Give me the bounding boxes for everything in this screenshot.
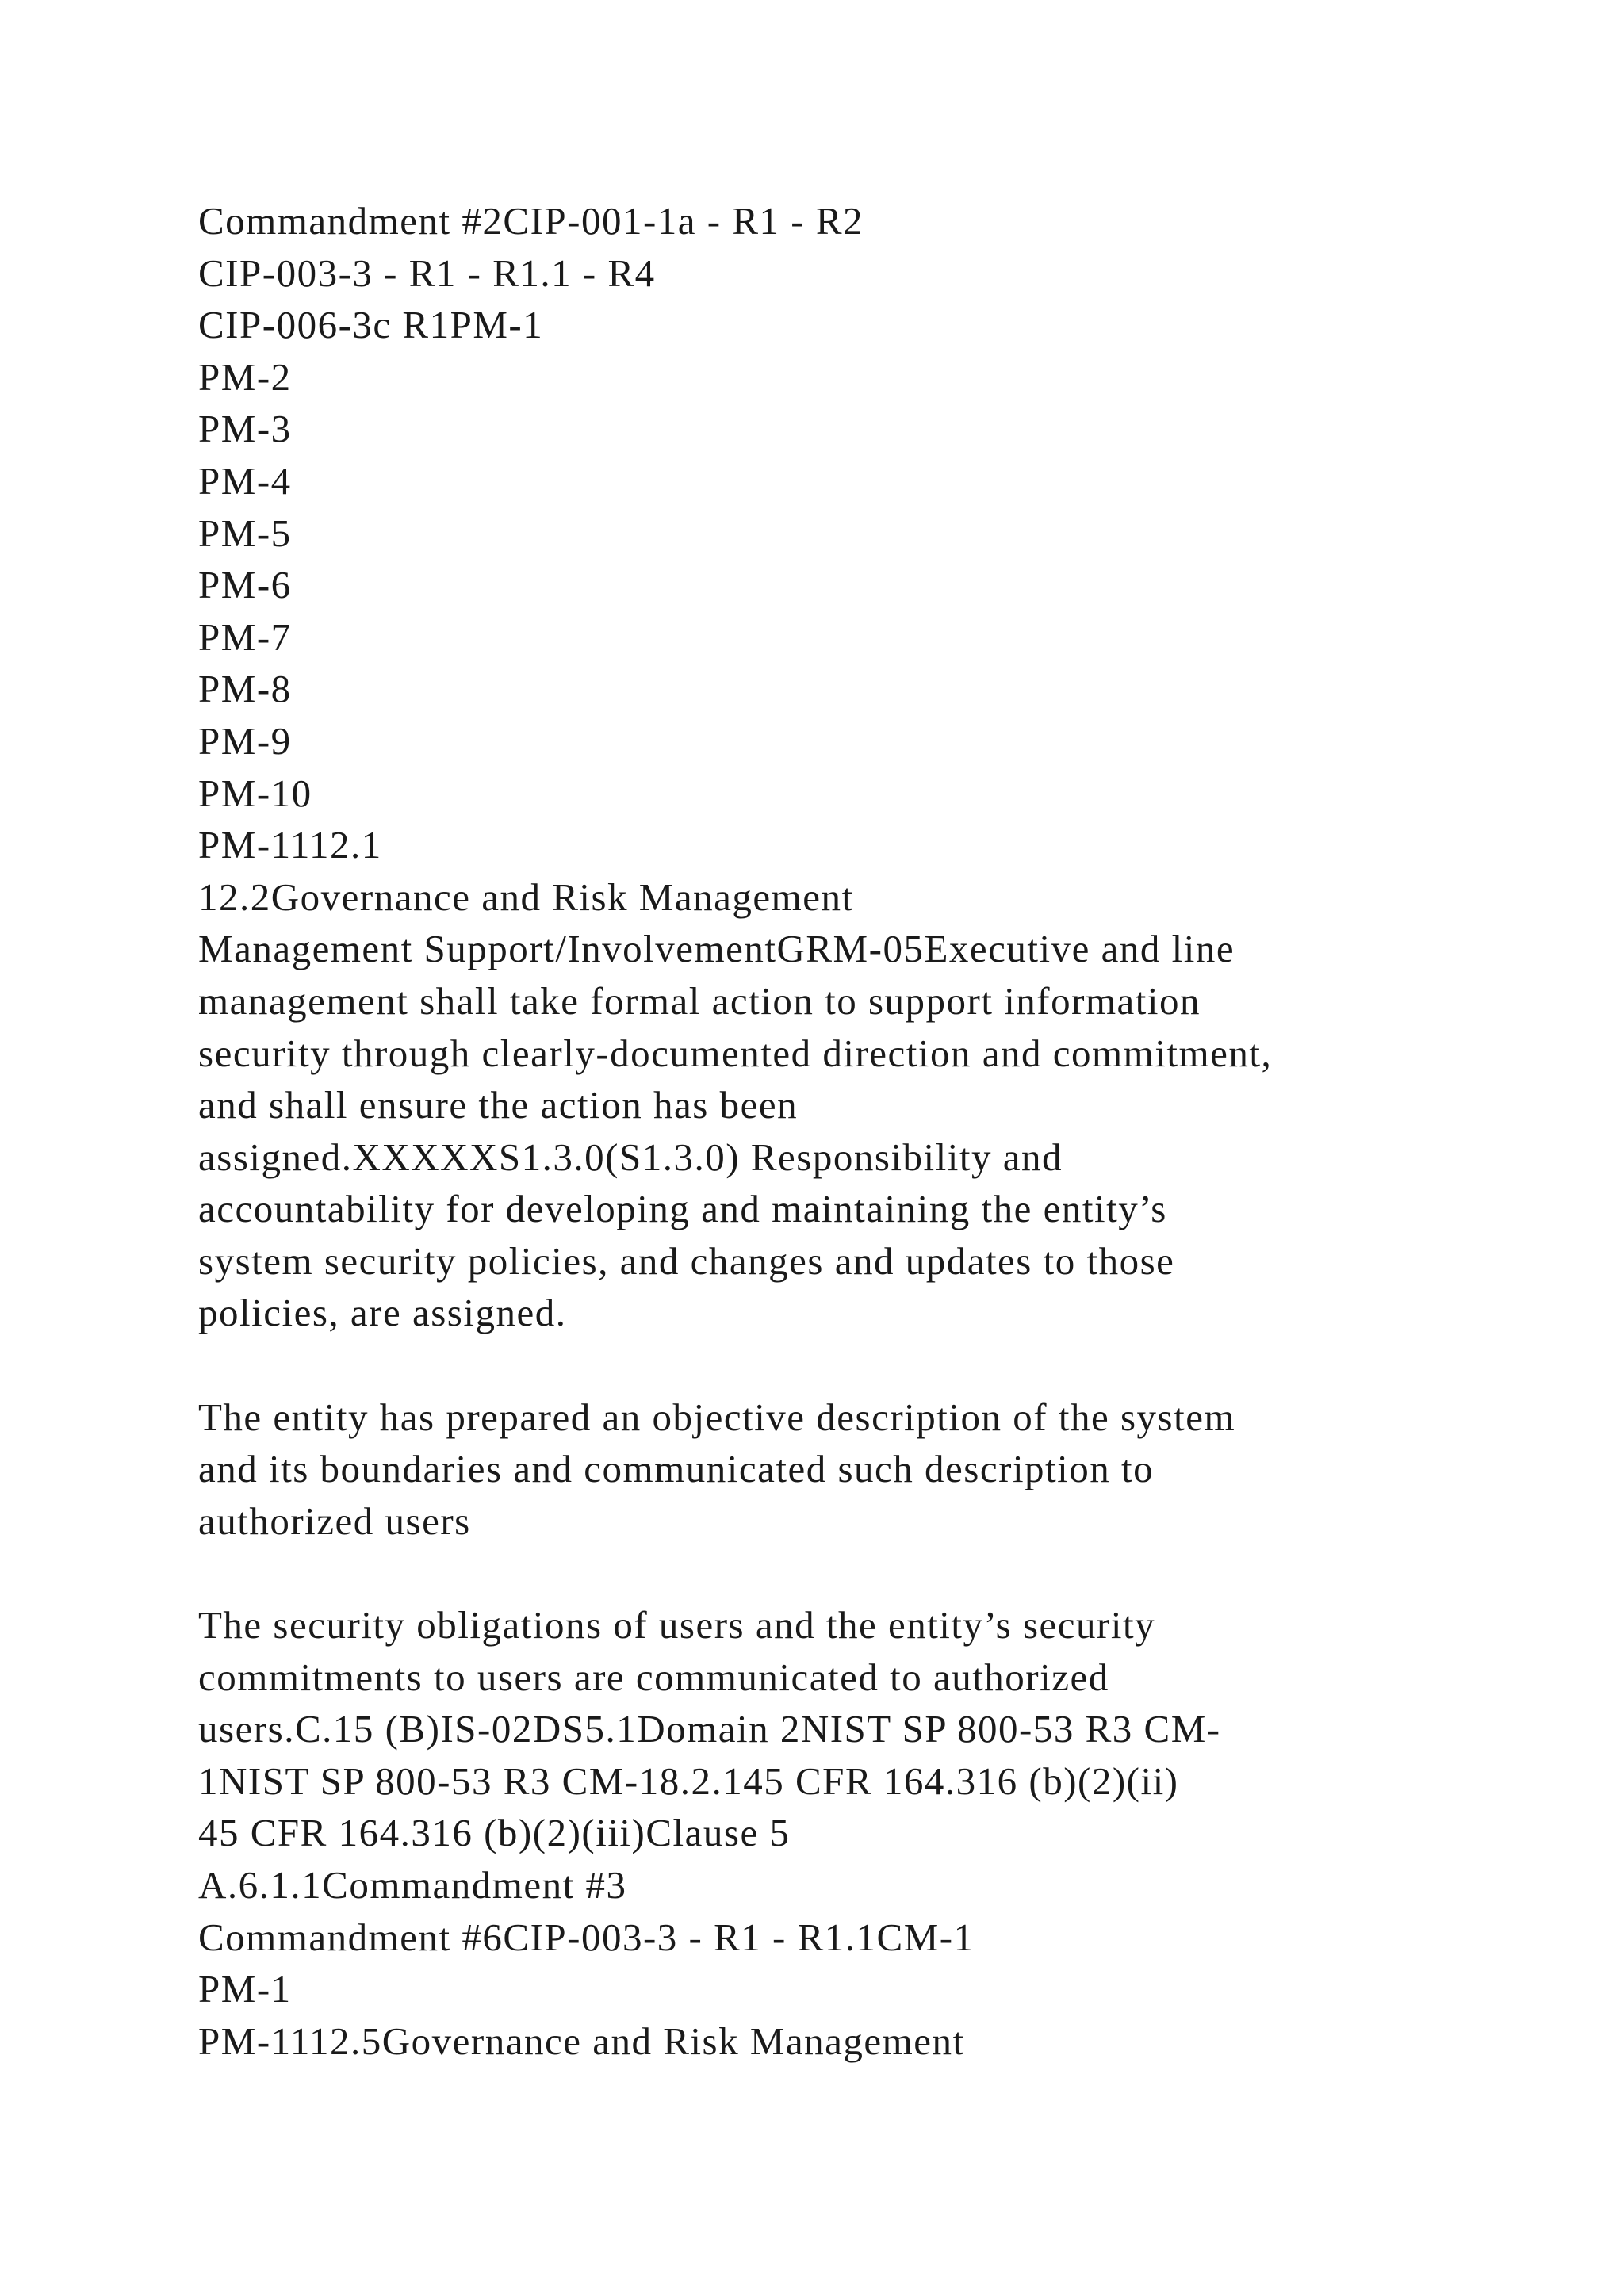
text-line: authorized users: [198, 1498, 471, 1543]
text-line: Management Support/InvolvementGRM-05Executive and line: [198, 927, 1235, 971]
text-line: and its boundaries and communicated such description to: [198, 1447, 1155, 1491]
text-line: commitments to users are communicated to authorized: [198, 1655, 1109, 1699]
text-line: PM-7: [198, 614, 292, 659]
text-line: system security policies, and changes and updates to those: [198, 1238, 1175, 1283]
text-line: 1NIST SP 800-53 R3 CM-18.2.145 CFR 164.316 (b)(2)(ii): [198, 1758, 1179, 1803]
text-line: accountability for developing and maintaining the entity’s: [198, 1187, 1167, 1231]
text-line: 12.2Governance and Risk Management: [198, 874, 854, 919]
text-line: PM-1112.1: [198, 823, 382, 867]
text-line: The security obligations of users and the entity’s security: [198, 1603, 1156, 1647]
text-line: management shall take formal action to support information: [198, 978, 1201, 1023]
text-line: security through clearly-documented direction and commitment,: [198, 1031, 1273, 1075]
text-line: and shall ensure the action has been: [198, 1083, 799, 1127]
text-line: 45 CFR 164.316 (b)(2)(iii)Clause 5: [198, 1811, 791, 1855]
text-line: policies, are assigned.: [198, 1291, 567, 1335]
text-line: PM-10: [198, 771, 312, 815]
text-line: PM-4: [198, 458, 292, 503]
text-line: PM-6: [198, 563, 292, 607]
text-line: PM-1: [198, 1967, 292, 2011]
blank-line: [198, 1547, 1483, 1599]
document-body: [198, 195, 1483, 2067]
text-line: PM-8: [198, 667, 292, 711]
text-line: CIP-006-3c R1PM-1: [198, 303, 544, 347]
text-line: Commandment #2CIP-001-1a - R1 - R2: [198, 199, 864, 243]
text-line: assigned.XXXXXS1.3.0(S1.3.0) Responsibility and: [198, 1135, 1063, 1179]
text-line: A.6.1.1Commandment #3: [198, 1863, 627, 1907]
text-line: PM-1112.5Governance and Risk Management: [198, 2019, 965, 2063]
text-line: users.C.15 (B)IS-02DS5.1Domain 2NIST SP 800-53 R3 CM-: [198, 1707, 1221, 1751]
text-line: Commandment #6CIP-003-3 - R1 - R1.1CM-1: [198, 1915, 975, 1959]
text-line: The entity has prepared an objective description of the system: [198, 1395, 1236, 1439]
text-line: PM-2: [198, 354, 292, 399]
blank-line: [198, 1339, 1483, 1391]
text-line: PM-3: [198, 407, 292, 451]
text-line: PM-5: [198, 511, 292, 555]
text-line: PM-9: [198, 718, 292, 763]
text-line: CIP-003-3 - R1 - R1.1 - R4: [198, 251, 656, 295]
